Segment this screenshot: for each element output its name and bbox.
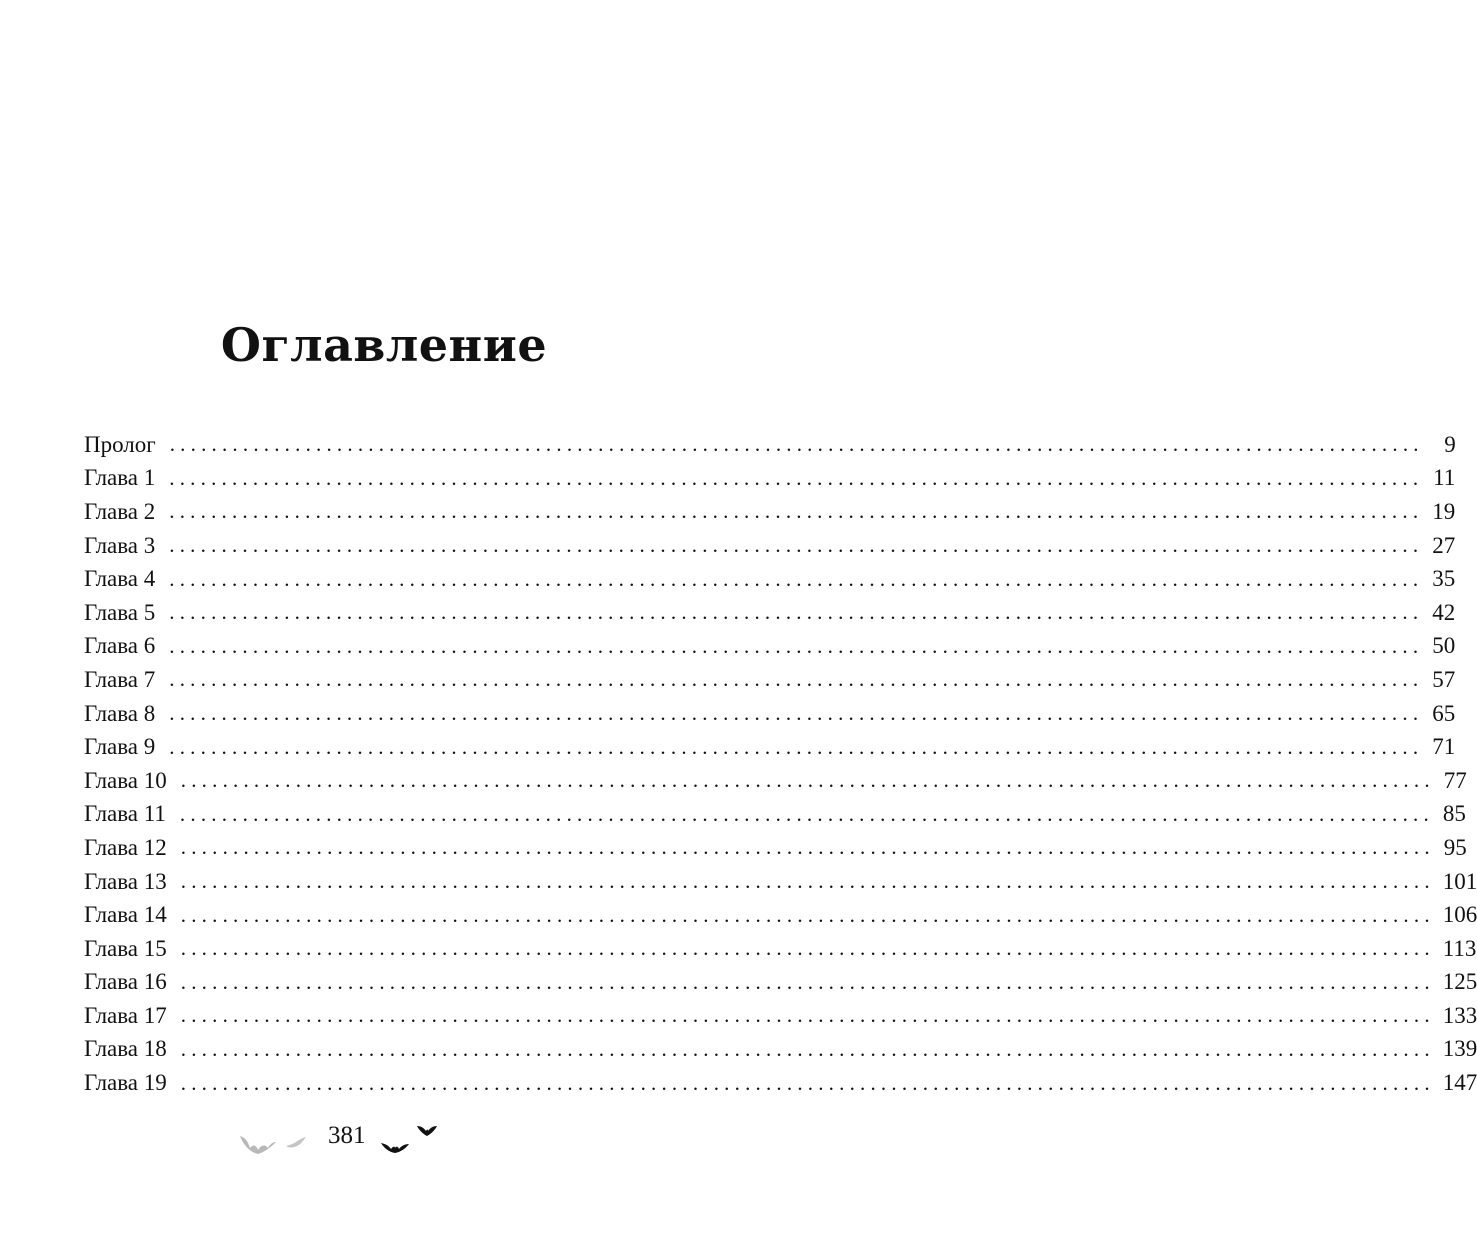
toc-entry-page: 147 (1442, 1070, 1477, 1096)
toc-entry-label: Глава 8 (84, 700, 156, 726)
toc-entry-label: Глава 2 (84, 498, 156, 524)
dot-leader: ........................................................................................................................ (180, 869, 1435, 894)
toc-entry-label: Глава 15 (84, 935, 167, 961)
toc-entry (84, 831, 1467, 865)
bat-icon (416, 1124, 438, 1138)
table-of-contents (84, 428, 1477, 1100)
toc-entry-page: 125 (1442, 969, 1477, 995)
toc-entry (84, 730, 1456, 764)
bat-icon (238, 1130, 278, 1156)
toc-entry-label: Глава 1 (84, 465, 156, 491)
toc-entry-page: 65 (1432, 700, 1456, 726)
toc-entry-label: Глава 11 (84, 801, 166, 827)
toc-entry-label: Глава 19 (84, 1070, 167, 1096)
dot-leader: ........................................................................................................................ (180, 902, 1435, 927)
toc-entry (84, 630, 1456, 664)
bat-icon (285, 1136, 307, 1150)
toc-entry (84, 865, 1477, 899)
dot-leader: ........................................................................................................................ (169, 734, 1424, 759)
dot-leader: ........................................................................................................................ (169, 600, 1424, 625)
toc-entry (84, 529, 1456, 563)
toc-entry-label: Глава 10 (84, 767, 167, 793)
toc-entry-label: Глава 5 (84, 599, 156, 625)
dot-leader: ........................................................................................................................ (169, 701, 1424, 726)
dot-leader: ........................................................................................................................ (180, 936, 1435, 961)
toc-entry-page: 19 (1432, 498, 1456, 524)
toc-entry-page: 11 (1433, 465, 1456, 491)
toc-entry-label: Глава 14 (84, 902, 167, 928)
toc-entry-page: 35 (1432, 566, 1456, 592)
toc-entry (84, 562, 1456, 596)
toc-entry-page: 71 (1432, 734, 1456, 760)
toc-entry-label: Глава 6 (84, 633, 156, 659)
toc-entry (84, 764, 1467, 798)
toc-entry-page: 42 (1432, 599, 1456, 625)
toc-entry-page: 27 (1432, 532, 1456, 558)
dot-leader: ........................................................................................................................ (169, 499, 1424, 524)
toc-entry-page: 113 (1442, 935, 1477, 961)
toc-entry-page: 85 (1442, 801, 1466, 827)
bat-icon (380, 1140, 410, 1154)
toc-entry (84, 999, 1477, 1033)
toc-entry-label: Глава 17 (84, 1002, 167, 1028)
dot-leader: ........................................................................................................................ (180, 969, 1435, 994)
page-title: Оглавление (220, 318, 548, 372)
dot-leader: ........................................................................................................................ (180, 1003, 1435, 1028)
toc-entry-label: Глава 9 (84, 734, 156, 760)
toc-entry (84, 495, 1456, 529)
toc-entry-page: 139 (1442, 1036, 1477, 1062)
toc-entry-page: 50 (1432, 633, 1456, 659)
dot-leader: ........................................................................................................................ (169, 667, 1424, 692)
toc-entry (84, 596, 1456, 630)
toc-entry-label: Глава 13 (84, 868, 167, 894)
toc-entry-page: 9 (1444, 431, 1456, 457)
toc-entry (84, 462, 1456, 496)
toc-entry-page: 133 (1442, 1002, 1477, 1028)
dot-leader: ........................................................................................................................ (180, 1036, 1435, 1061)
toc-entry-label: Глава 3 (84, 532, 156, 558)
toc-entry-label: Глава 12 (84, 834, 167, 860)
dot-leader: ........................................................................................................................ (180, 835, 1435, 860)
dot-leader: ........................................................................................................................ (169, 465, 1424, 490)
dot-leader: ........................................................................................................................ (169, 533, 1424, 558)
toc-entry-page: 95 (1443, 834, 1467, 860)
toc-entry (84, 697, 1456, 731)
toc-entry (84, 932, 1477, 966)
toc-entry (84, 898, 1477, 932)
toc-entry-page: 101 (1442, 868, 1477, 894)
dot-leader: ........................................................................................................................ (169, 566, 1424, 591)
toc-entry-page: 77 (1443, 767, 1467, 793)
dot-leader: ........................................................................................................................ (169, 633, 1424, 658)
toc-entry-label: Глава 7 (84, 666, 156, 692)
dot-leader: ........................................................................................................................ (180, 1070, 1435, 1095)
toc-entry (84, 428, 1456, 462)
dot-leader: ........................................................................................................................ (180, 768, 1435, 793)
toc-entry-page: 106 (1442, 902, 1477, 928)
toc-entry-label: Глава 4 (84, 566, 156, 592)
toc-entry-label: Глава 16 (84, 969, 167, 995)
toc-entry (84, 1066, 1477, 1100)
toc-entry (84, 798, 1466, 832)
toc-entry-page: 57 (1432, 666, 1456, 692)
page-footer (0, 1118, 768, 1162)
toc-entry (84, 1033, 1477, 1067)
dot-leader: ........................................................................................................................ (169, 432, 1424, 457)
dot-leader: ........................................................................................................................ (179, 801, 1434, 826)
toc-entry (84, 663, 1456, 697)
page-number: 381 (328, 1122, 366, 1149)
toc-entry (84, 966, 1477, 1000)
toc-entry-label: Пролог (84, 431, 156, 457)
toc-entry-label: Глава 18 (84, 1036, 167, 1062)
